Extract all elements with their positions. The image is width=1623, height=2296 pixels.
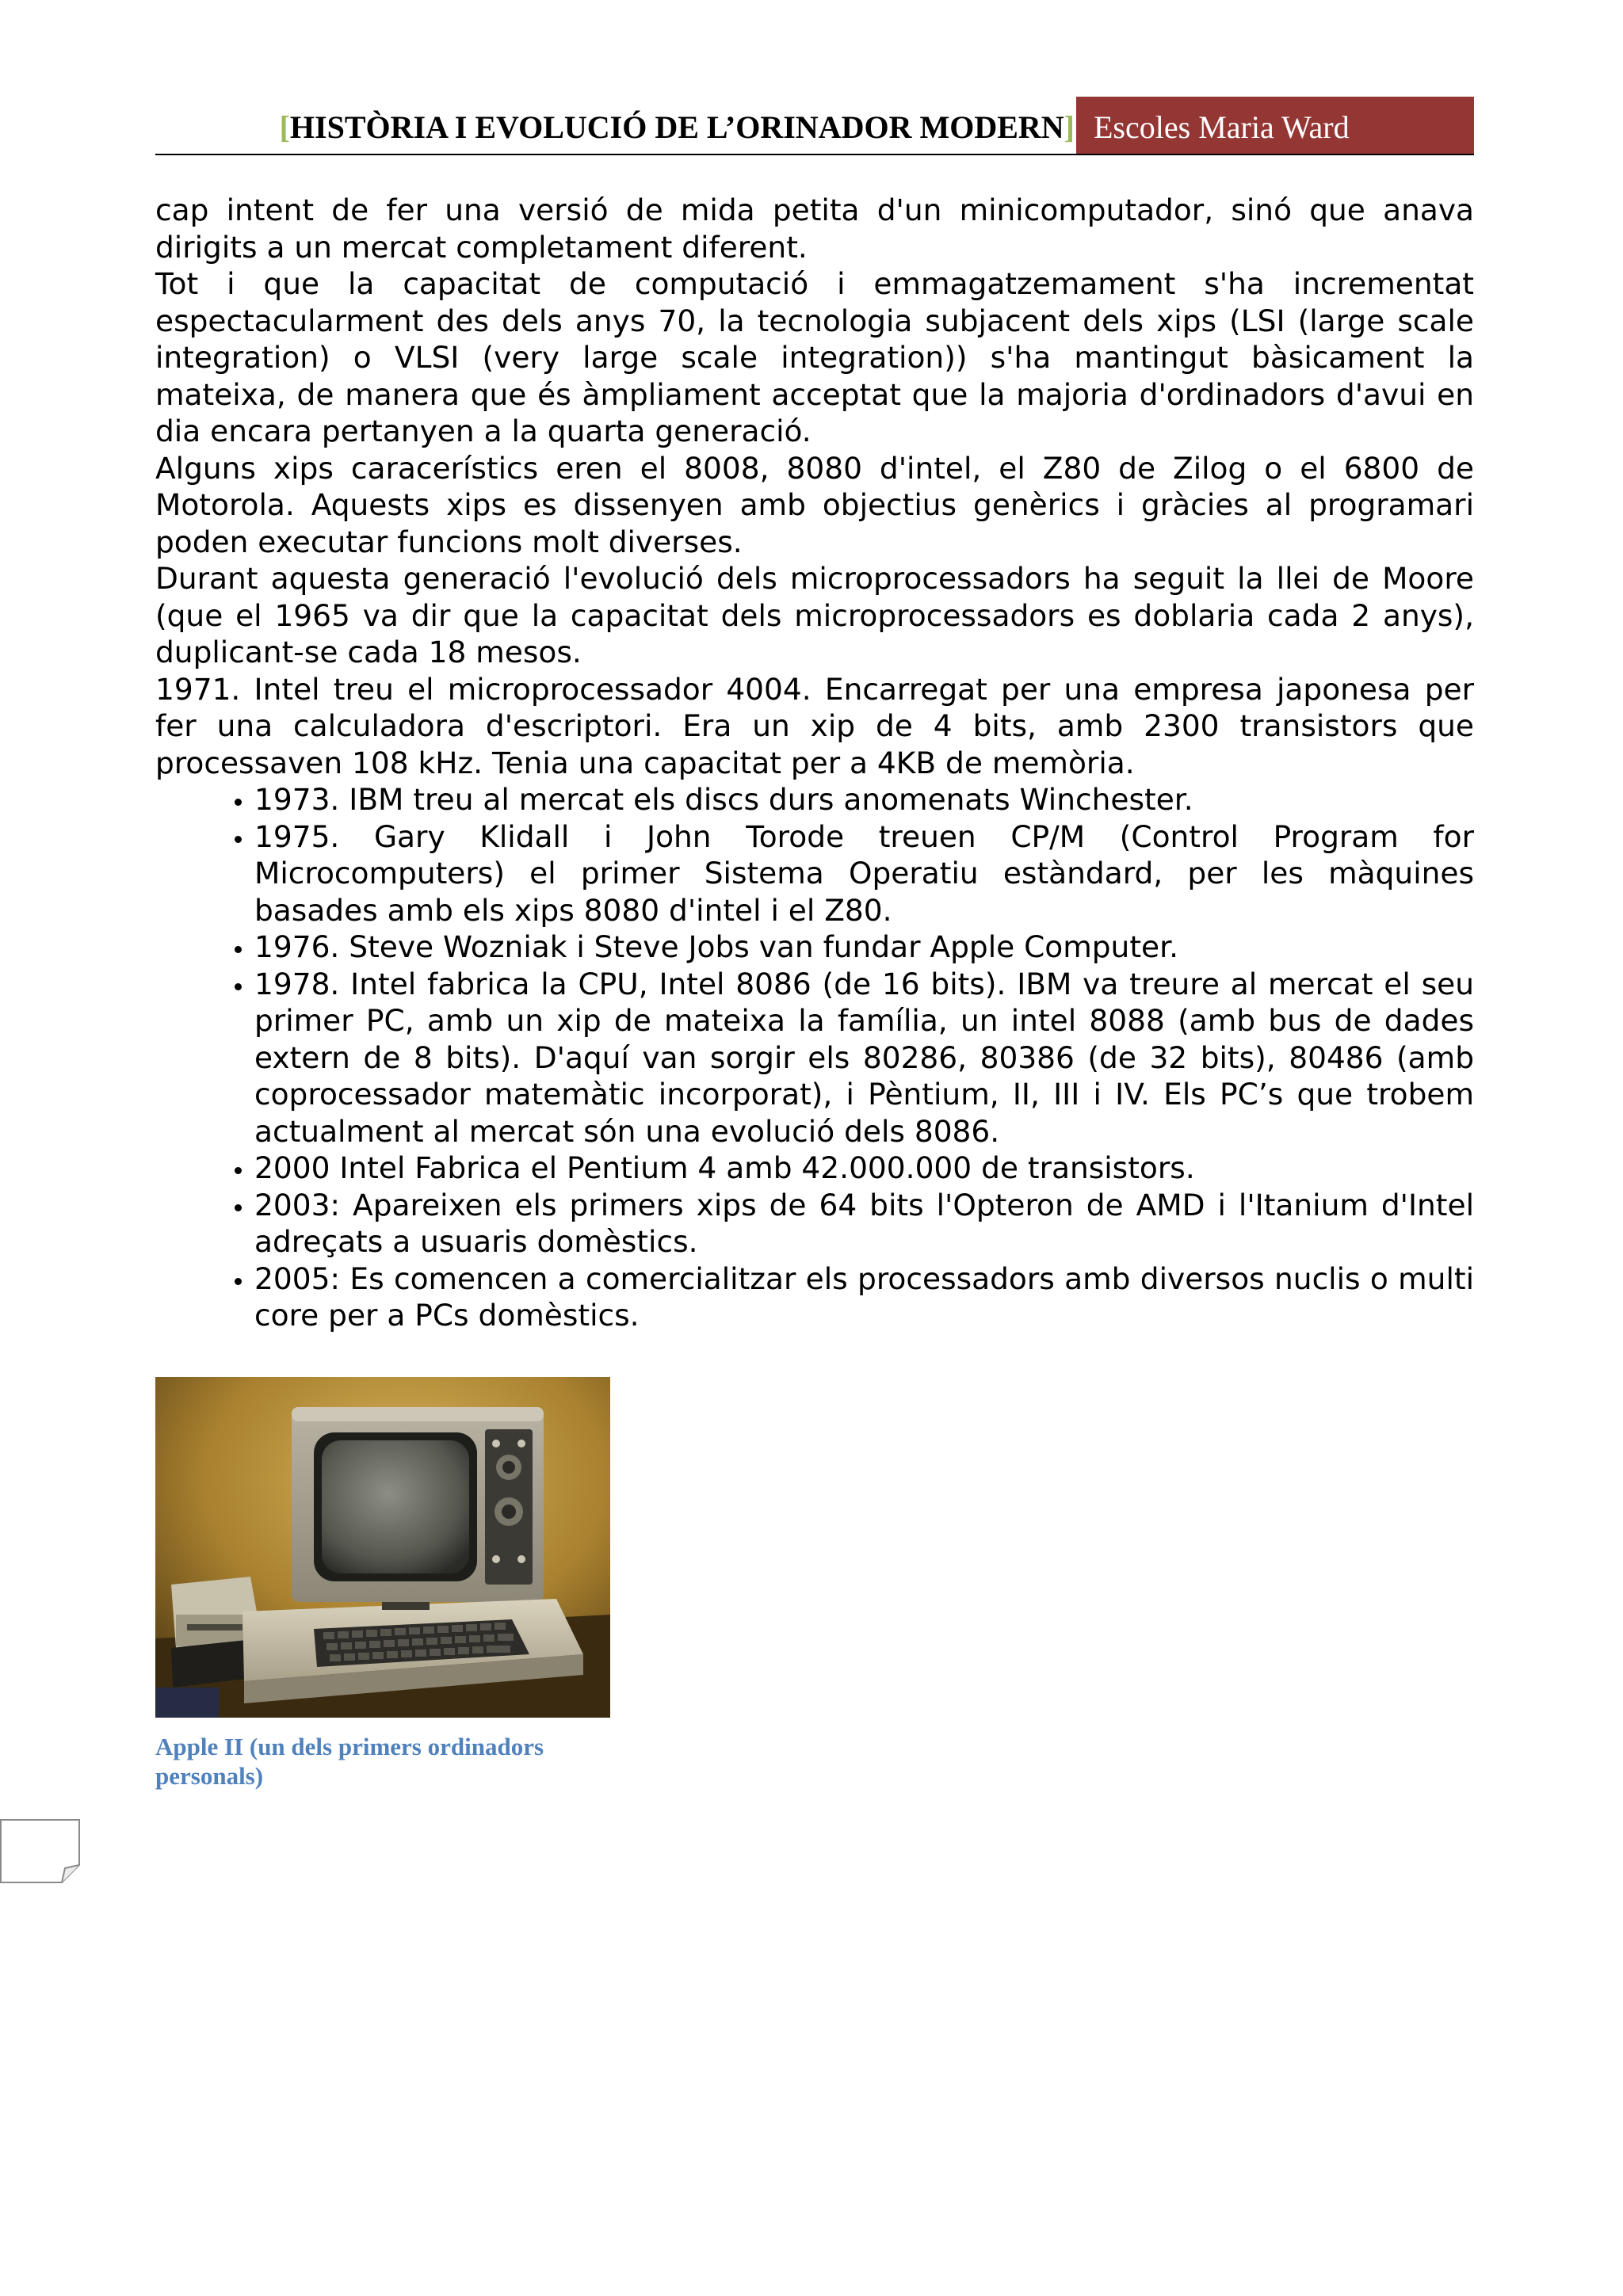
header-divider [155,154,1474,155]
paragraph: Durant aquesta generació l'evolució dels microprocessadors ha seguit la llei de Moore (que el 1965 va dir que la capacitat dels microprocessadors es doblaria cada 2 anys), duplicant-se cada 18 mesos. [155,561,1474,669]
header-bracket-close: ] [1064,109,1075,145]
list-item: • 2003: Apareixen els primers xips de 64 bits l'Opteron de AMD i l'Itanium d'Intel adreçats a usuaris domèstics. [254,1187,1474,1261]
header-school-name: Escoles Maria Ward [1076,97,1474,154]
apple-ii-photo [155,1377,610,1718]
header-title [155,97,1075,154]
list-item: • 1975. Gary Klidall i John Torode treuen CP/M (Control Program for Microcomputers) el primer Sistema Operatiu estàndard, per les màquines basades amb els xips 8080 d'intel i el Z80. [254,818,1474,929]
timeline-list [155,781,1474,1334]
list-item: • 1978. Intel fabrica la CPU, Intel 8086 (de 16 bits). IBM va treure al mercat el seu primer PC, amb un xip de mateixa la família, un intel 8088 (amb bus de dades extern de 8 bits). D'aquí van sorgir els 80286, 80386 (de 32 bits), 80486 (amb coprocessador matemàtic incorporat), i Pèntium, II, III i IV. Els PC’s que trobem actualment al mercat són una evolució dels 8086. [254,966,1474,1150]
paragraph: Alguns xips caracerístics eren el 8008, 8080 d'intel, el Z80 de Zilog o el 6800 de Motorola. Aquests xips es dissenyen amb objectius genèrics i gràcies al programari poden executar funcions molt diverses. [155,450,1474,559]
list-item: • 2005: Es comencen a comercialitzar els processadors amb diversos nuclis o multi core per a PCs domèstics. [254,1261,1474,1334]
note-icon [0,1819,81,1884]
figure-caption: Apple II (un dels primers ordinadors personals) [155,1733,544,1790]
header-bracket-open: [ [279,109,290,145]
body-text [155,192,1474,1334]
list-item: • 2000 Intel Fabrica el Pentium 4 amb 42.000.000 de transistors. [254,1150,1474,1187]
header-title-text: HISTÒRIA I EVOLUCIÓ DE L’ORINADOR MODERN [289,109,1064,145]
list-item: • 1976. Steve Wozniak i Steve Jobs van fundar Apple Computer. [254,929,1474,966]
paragraph: 1971. Intel treu el microprocessador 4004. Encarregat per una empresa japonesa per fer una calculadora d'escriptori. Era un xip de 4 bits, amb 2300 transistors que processaven 108 kHz. Tenia una capacitat per a 4KB de memòria. [155,671,1474,780]
paragraph: Tot i que la capacitat de computació i emmagatzemament s'ha incrementat espectacularment des dels anys 70, la tecnologia subjacent dels xips (LSI (large scale integration) o VLSI (very large scale integration)) s'ha mantingut bàsicament la mateixa, de manera que és àmpliament acceptat que la majoria d'ordinadors d'avui en dia encara pertanyen a la quarta generació. [155,266,1474,448]
list-item: • 1973. IBM treu al mercat els discs durs anomenats Winchester. [254,781,1474,818]
paragraph: cap intent de fer una versió de mida petita d'un minicomputador, sinó que anava dirigits a un mercat completament diferent. [155,193,1474,265]
page-header [155,97,1474,155]
